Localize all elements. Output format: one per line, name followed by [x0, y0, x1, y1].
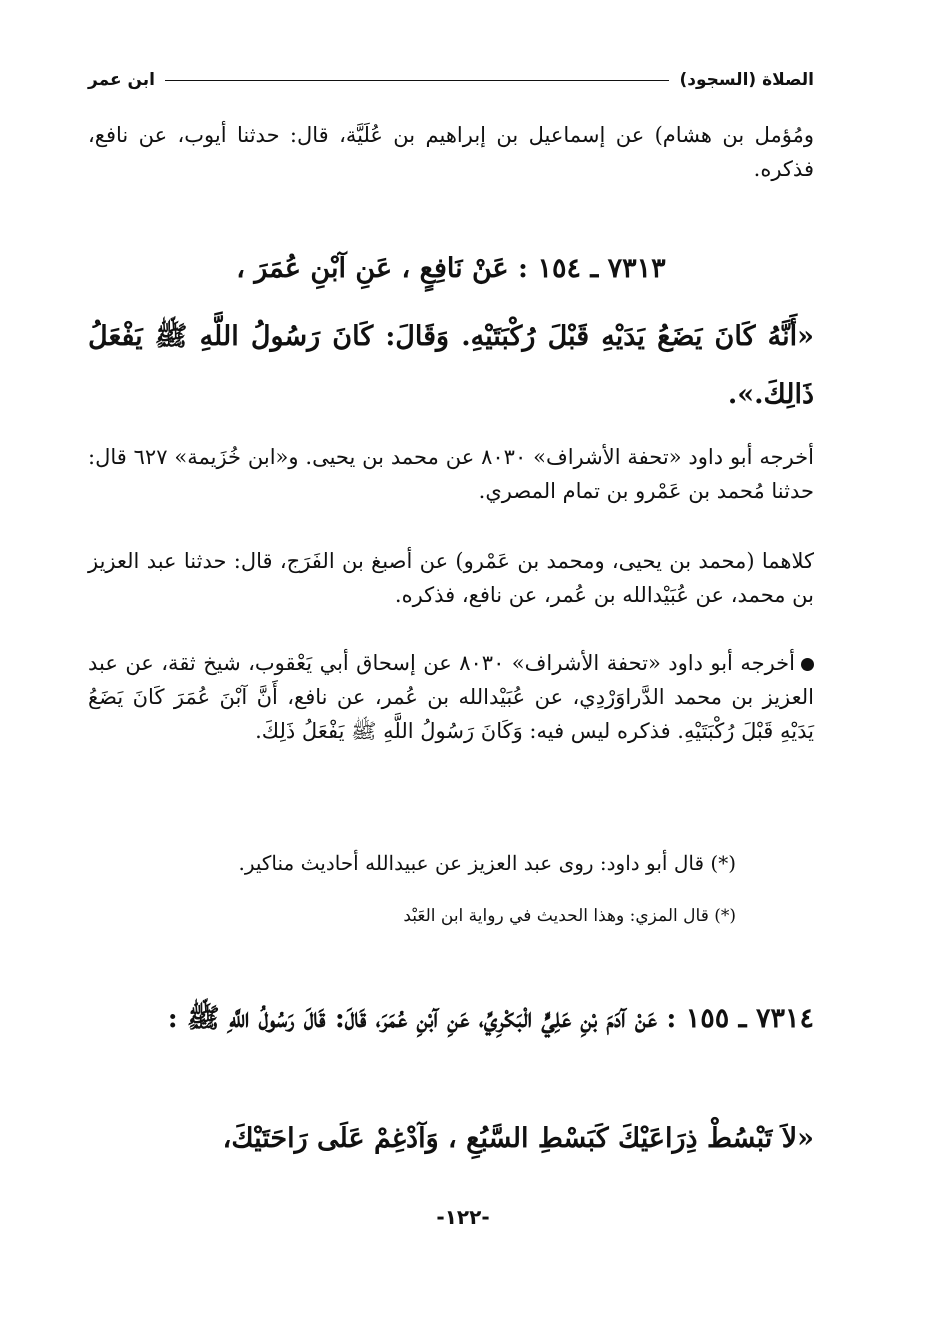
hadith-7313-text: «أَنَّهُ كَانَ يَضَعُ يَدَيْهِ قَبْلَ رُكْبَتَيْهِ. وَقَالَ: كَانَ رَسُولُ اللَّهِ ﷺ يَفْعَلُ ذَالِكَ.».: [88, 321, 814, 410]
comment-mizzi: (*) قال المزي: وهذا الحديث في رواية ابن العَبْد: [403, 906, 736, 926]
hadith-7314-text: «لاَ تَبْسُطْ ذِرَاعَيْكَ كَبَسْطِ السَّبُعِ ، وَآدْغِمْ عَلَى رَاحَتَيْكَ،: [222, 1123, 814, 1154]
takhrij-paragraph-1: أخرجه أبو داود «تحفة الأشراف» ٨٠٣٠ عن محمد بن يحيى. و«ابن خُزَيمة» ٦٢٧ قال: حدثنا مُحمد بن عَمْرو بن تمام المصري.: [88, 445, 814, 503]
hadith-7314-heading: ٧٣١٤ ـ ١٥٥ : عَنْ آدَمَ بْنِ عَلِيٍّ الْبَكْرِيِّ، عَنِ آبْنِ عُمَرَ، قَالَ: قَالَ رَسُولُ اللَّهِ ﷺ :: [167, 1003, 814, 1034]
section-title: ابن عمر: [88, 70, 156, 90]
chapter-title: الصلاة (السجود): [679, 70, 814, 90]
header-rule: [165, 80, 669, 81]
comment-abu-dawud: (*) قال أبو داود: روى عبد العزيز عن عبيدالله أحاديث مناكير.: [238, 851, 736, 875]
bullet-icon: [801, 658, 814, 671]
intro-paragraph: ومُؤمل بن هشام) عن إسماعيل بن إبراهيم بن عُلَيَّة، قال: حدثنا أيوب، عن نافع، فذكره.: [88, 123, 814, 181]
bullet-note-text: أخرجه أبو داود «تحفة الأشراف» ٨٠٣٠ عن إسحاق أبي يَعْقوب، شيخ ثقة، عن عبد العزيز بن محمد الدَّراوَرْدِي، عن عُبَيْدالله بن عُمر، عن نافع، أَنَّ آبْنَ عُمَرَ كَانَ يَضَعُ يَدَيْهِ قَبْلَ رُكْبَتَيْهِ. فذكره ليس فيه: وَكَانَ رَسُولُ اللَّهِ ﷺ يَفْعَلُ ذَلِكَ.: [88, 651, 814, 743]
running-header: [88, 64, 814, 96]
bullet-note: [88, 646, 814, 748]
page-number: -١٢٢-: [436, 1205, 490, 1229]
takhrij-paragraph-2: كلاهما (محمد بن يحيى، ومحمد بن عَمْرو) عن أصبغ بن الفَرَج، قال: حدثنا عبد العزيز بن محمد، عن عُبَيْدالله بن عُمر، عن نافع، فذكره.: [88, 549, 814, 607]
hadith-7313-heading: ٧٣١٣ ـ ١٥٤ : عَنْ نَافِعٍ ، عَنِ آبْنِ عُمَرَ ،: [236, 253, 666, 284]
